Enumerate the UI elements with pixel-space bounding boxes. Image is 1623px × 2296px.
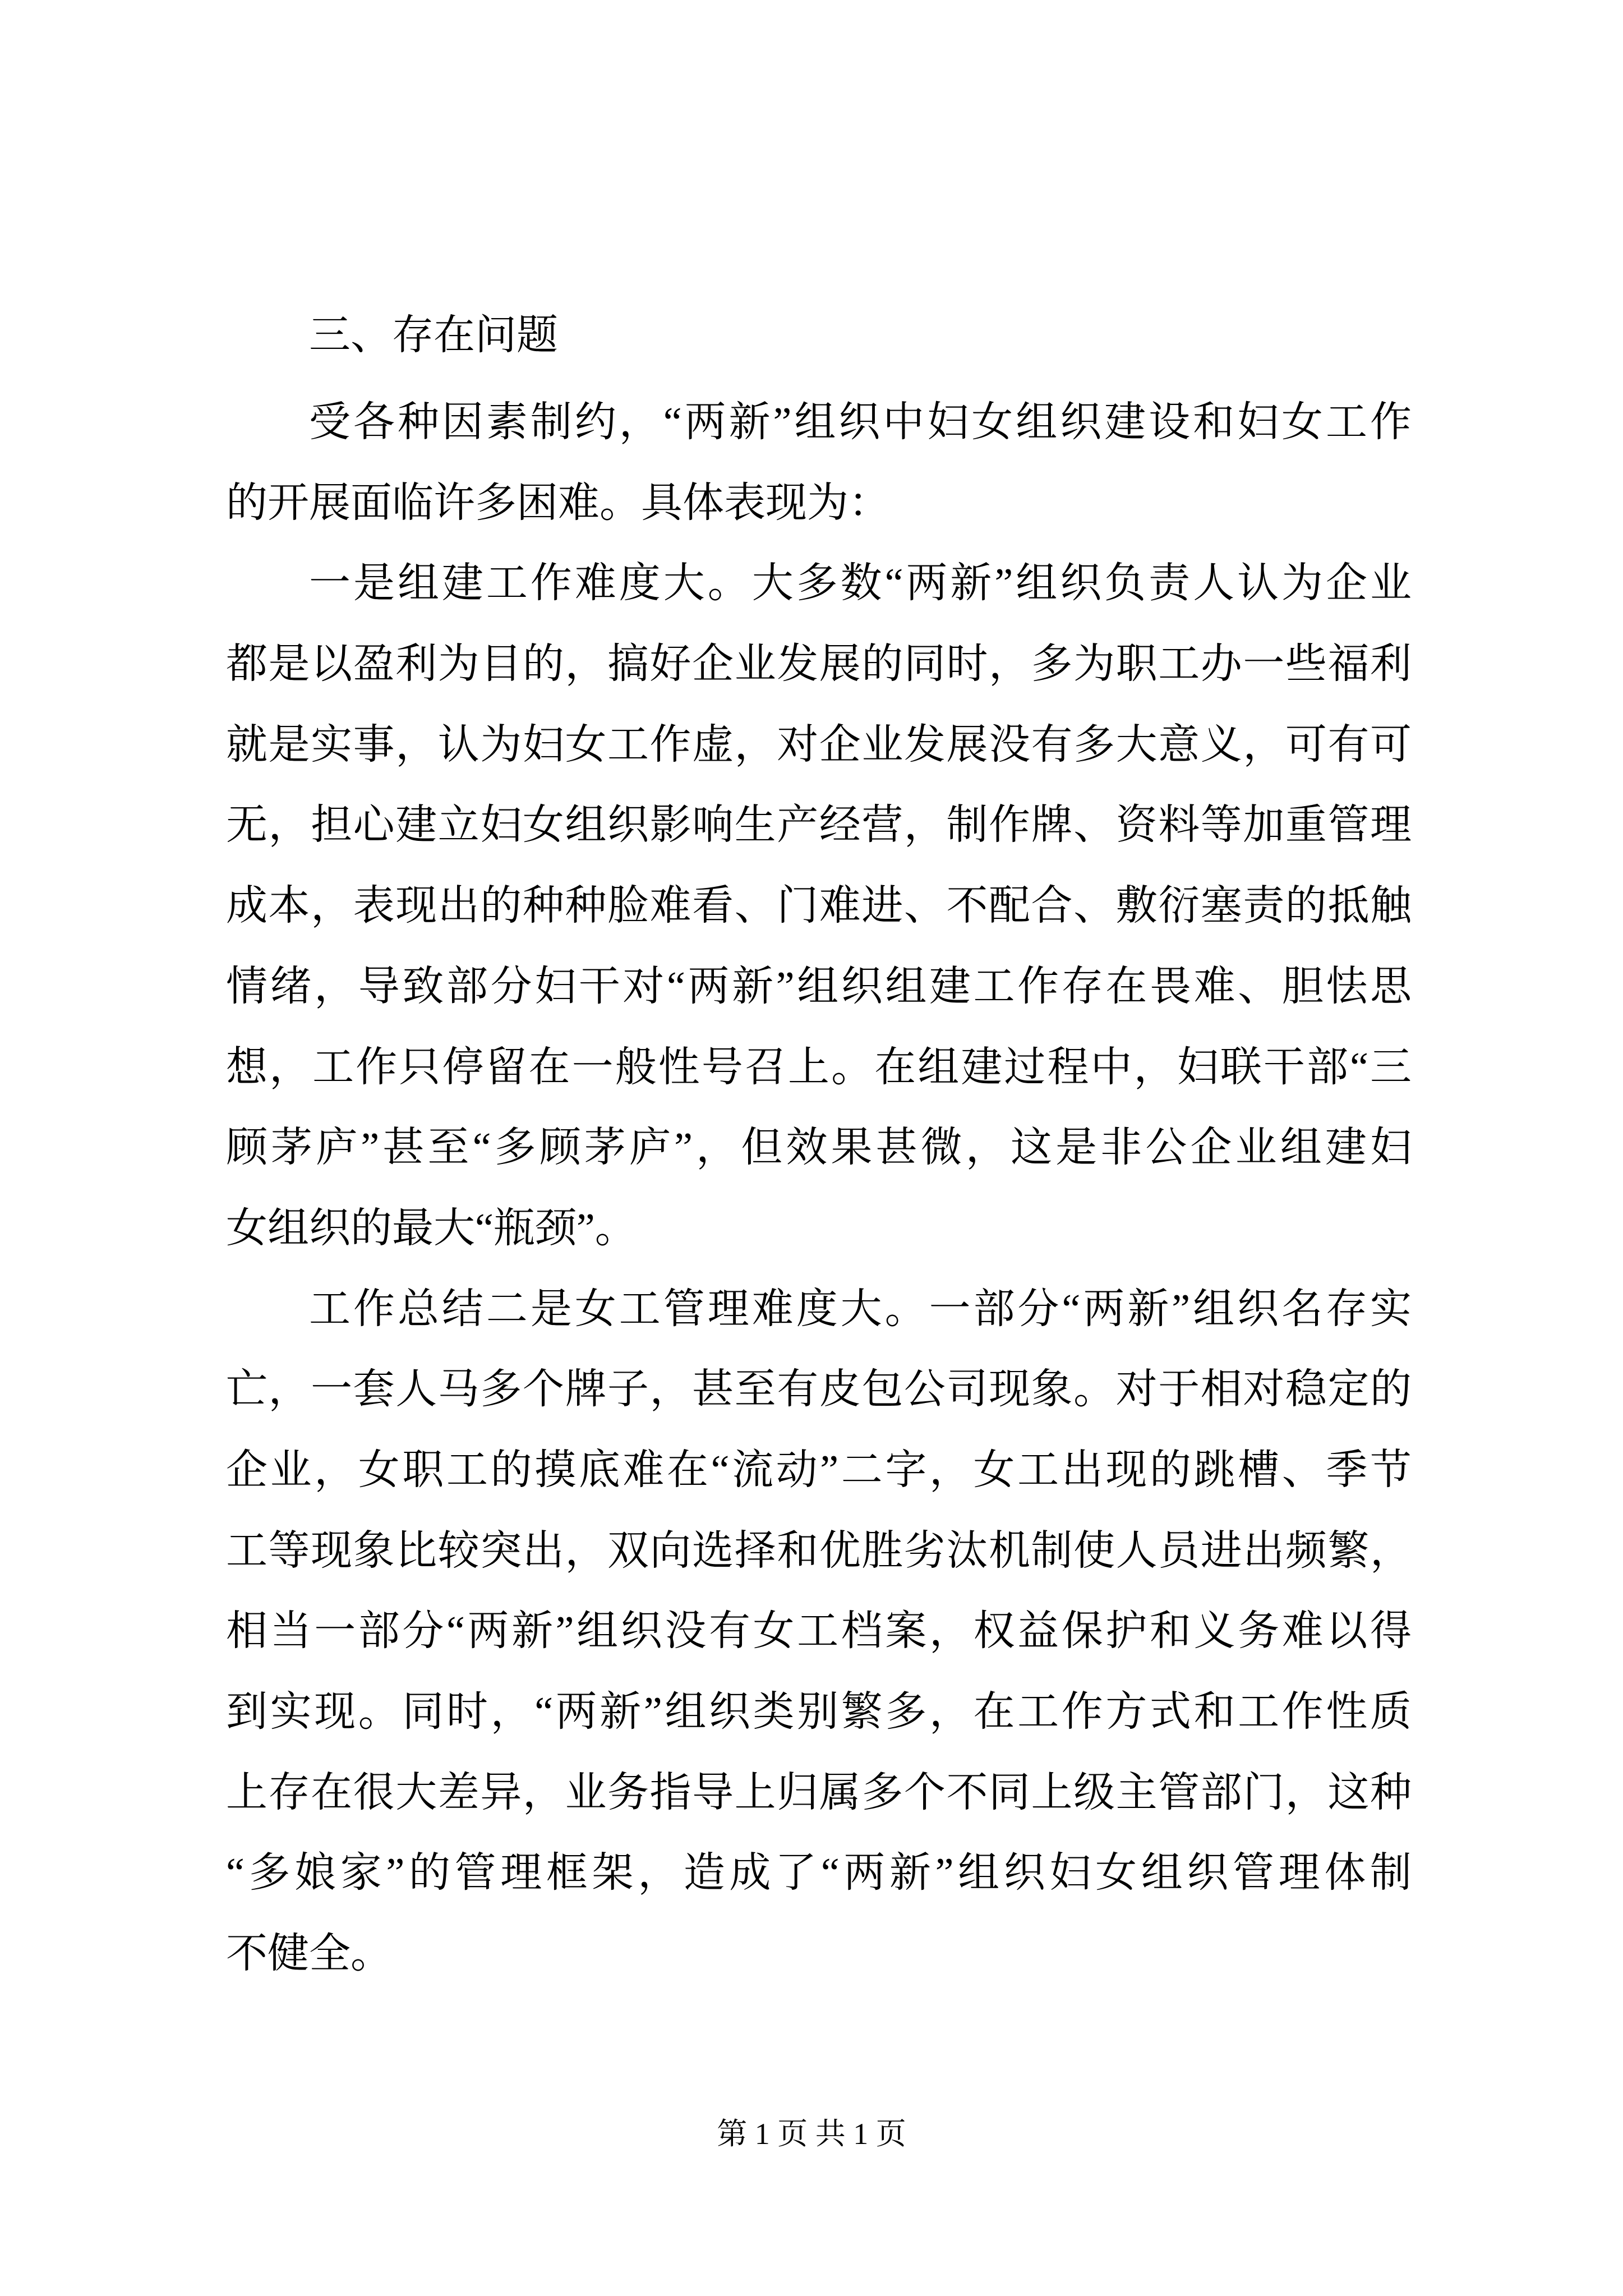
paragraph-line: 就是实事，认为妇女工作虚，对企业发展没有多大意义，可有可 bbox=[226, 721, 1412, 768]
paragraph-line: 顾茅庐”甚至“多顾茅庐”，但效果甚微，这是非公企业组建妇 bbox=[226, 1125, 1412, 1171]
paragraph-line: 成本，表现出的种种脸难看、门难进、不配合、敷衍塞责的抵触 bbox=[226, 883, 1412, 930]
paragraph-line: “多娘家”的管理框架，造成了“两新”组织妇女组织管理体制 bbox=[226, 1850, 1412, 1897]
paragraph-line: 无，担心建立妇女组织影响生产经营，制作牌、资料等加重管理 bbox=[226, 802, 1412, 849]
paragraph-line: 上存在很大差异，业务指导上归属多个不同上级主管部门，这种 bbox=[226, 1769, 1412, 1816]
paragraph-line: 想，工作只停留在一般性号召上。在组建过程中，妇联干部“三 bbox=[226, 1044, 1412, 1091]
paragraph-line: 不健全。 bbox=[226, 1931, 392, 1977]
page-footer bbox=[0, 2111, 1623, 2156]
paragraph-line: 亡，一套人马多个牌子，甚至有皮包公司现象。对于相对稳定的 bbox=[226, 1366, 1412, 1413]
paragraph-line: 女组织的最大“瓶颈”。 bbox=[226, 1205, 637, 1251]
section-heading: 三、存在问题 bbox=[309, 312, 558, 358]
document-body bbox=[226, 383, 1412, 1995]
paragraph-line: 企业，女职工的摸底难在“流动”二字，女工出现的跳槽、季节 bbox=[226, 1447, 1412, 1493]
paragraph-problem-2 bbox=[226, 1269, 1412, 1995]
paragraph-line: 工作总结二是女工管理难度大。一部分“两新”组织名存实 bbox=[309, 1286, 1412, 1332]
paragraph-line: 到实现。同时，“两新”组织类别繁多，在工作方式和工作性质 bbox=[226, 1689, 1412, 1735]
paragraph-line: 工等现象比较突出，双向选择和优胜劣汰机制使人员进出频繁， bbox=[226, 1527, 1412, 1574]
paragraph-line: 受各种因素制约，“两新”组织中妇女组织建设和妇女工作 bbox=[309, 399, 1412, 445]
paragraph-line: 情绪，导致部分妇干对“两新”组织组建工作存在畏难、胆怯思 bbox=[226, 963, 1412, 1010]
page-number: 第 1 页 共 1 页 bbox=[717, 2117, 906, 2151]
paragraph-intro bbox=[226, 383, 1412, 544]
paragraph-line: 一是组建工作难度大。大多数“两新”组织负责人认为企业 bbox=[309, 560, 1412, 607]
paragraph-problem-1 bbox=[226, 544, 1412, 1269]
paragraph-line: 都是以盈利为目的，搞好企业发展的同时，多为职工办一些福利 bbox=[226, 641, 1412, 688]
paragraph-line: 相当一部分“两新”组织没有女工档案，权益保护和义务难以得 bbox=[226, 1608, 1412, 1655]
paragraph-line: 的开展面临许多困难。具体表现为： bbox=[226, 480, 890, 526]
